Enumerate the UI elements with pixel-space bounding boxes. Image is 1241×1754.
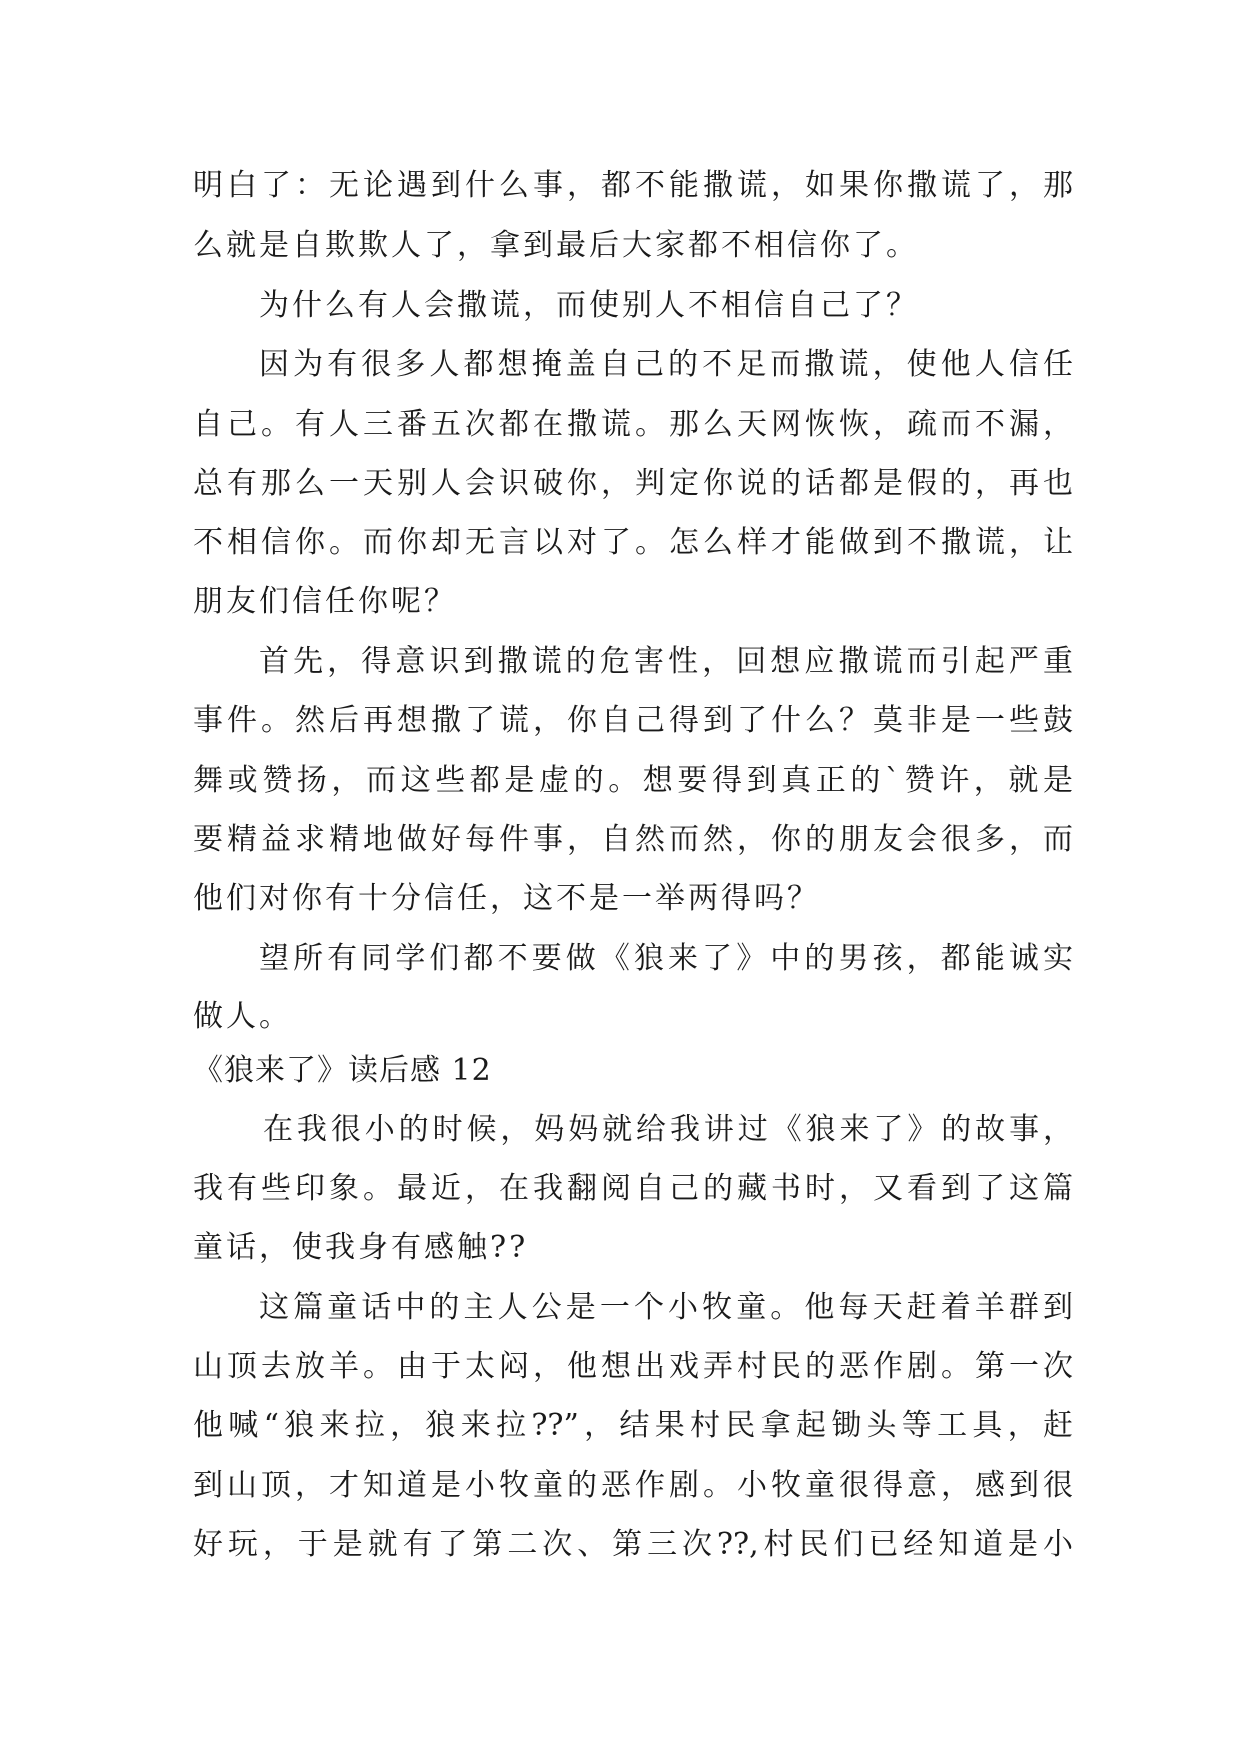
- section-title: 《狼来了》读后感 12: [193, 1053, 492, 1088]
- text-line: 这篇童话中的主人公是一个小牧童。他每天赶着羊群到: [259, 1290, 1073, 1325]
- text-line: 总有那么一天别人会识破你，判定你说的话都是假的，再也: [193, 466, 1073, 501]
- text-line: 好玩，于是就有了第二次、第三次??,村民们已经知道是小: [193, 1527, 1073, 1562]
- text-line: 朋友们信任你呢？: [193, 584, 457, 619]
- text-line: 我有些印象。最近，在我翻阅自己的藏书时，又看到了这篇: [193, 1171, 1073, 1206]
- text-line: 舞或赞扬，而这些都是虚的。想要得到真正的`赞许，就是: [193, 763, 1073, 798]
- text-line: 他喊“狼来拉，狼来拉??”，结果村民拿起锄头等工具，赶: [193, 1408, 1073, 1443]
- text-line: 要精益求精地做好每件事，自然而然，你的朋友会很多，而: [193, 822, 1073, 857]
- text-line: 因为有很多人都想掩盖自己的不足而撒谎，使他人信任: [259, 347, 1073, 382]
- text-line: 不相信你。而你却无言以对了。怎么样才能做到不撒谎，让: [193, 525, 1073, 560]
- text-line: 自己。有人三番五次都在撒谎。那么天网恢恢，疏而不漏，: [193, 407, 1073, 442]
- text-line: 明白了：无论遇到什么事，都不能撒谎，如果你撒谎了，那: [193, 168, 1073, 203]
- text-line: 首先，得意识到撒谎的危害性，回想应撒谎而引起严重: [259, 644, 1073, 679]
- text-line: 望所有同学们都不要做《狼来了》中的男孩，都能诚实: [259, 941, 1073, 976]
- text-line: 做人。: [193, 999, 292, 1034]
- text-line: 山顶去放羊。由于太闷，他想出戏弄村民的恶作剧。第一次: [193, 1349, 1073, 1384]
- text-line: 为什么有人会撒谎，而使别人不相信自己了？: [259, 288, 919, 323]
- text-line: 他们对你有十分信任，这不是一举两得吗？: [193, 881, 820, 916]
- text-line: 事件。然后再想撒了谎，你自己得到了什么？莫非是一些鼓: [193, 703, 1073, 738]
- text-line: 到山顶，才知道是小牧童的恶作剧。小牧童很得意，感到很: [193, 1468, 1073, 1503]
- text-line: 么就是自欺欺人了，拿到最后大家都不相信你了。: [193, 228, 919, 263]
- text-line: 在我很小的时候，妈妈就给我讲过《狼来了》的故事，: [263, 1112, 1073, 1147]
- text-line: 童话，使我身有感触??: [193, 1230, 529, 1265]
